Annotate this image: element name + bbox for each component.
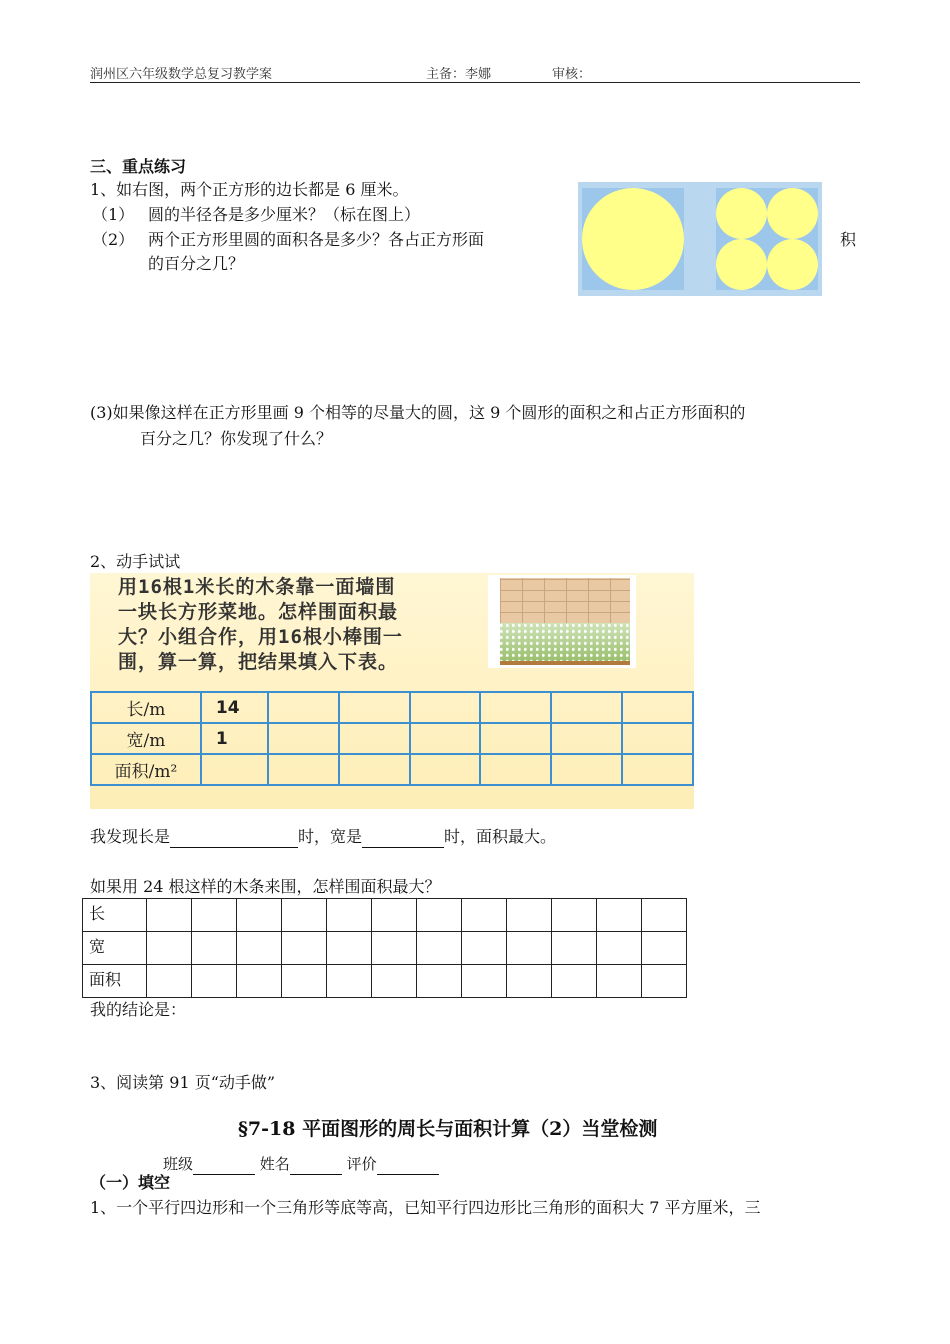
table-cell[interactable] (462, 965, 507, 998)
table-cell[interactable] (642, 932, 687, 965)
table-cell (410, 754, 481, 785)
row-label: 宽 (83, 932, 147, 965)
finding-text: 我发现长是 (90, 827, 171, 846)
table-cell[interactable] (507, 932, 552, 965)
fence-table (90, 691, 694, 786)
table-cell (201, 754, 268, 785)
instruction-line: 一块长方形菜地。怎样围面积最 (118, 601, 399, 623)
table-cell (268, 692, 339, 723)
question-2-title: 2、动手试试 (90, 552, 181, 571)
table-cell[interactable] (507, 965, 552, 998)
q24-text: 如果用 24 根这样的木条来围，怎样围面积最大？ (90, 877, 441, 896)
table-cell[interactable] (372, 965, 417, 998)
q1-2-text: 两个正方形里圆的面积各是多少？各占正方形面 (148, 230, 485, 249)
vegetable-plot (500, 623, 630, 665)
table-cell[interactable] (237, 932, 282, 965)
conclusion-label: 我的结论是： (90, 1000, 187, 1019)
q1-2-tail: 积 (840, 230, 857, 249)
table-cell[interactable] (552, 965, 597, 998)
table-cell (268, 754, 339, 785)
row-label: 面积/m² (91, 754, 201, 785)
table-cell[interactable] (327, 965, 372, 998)
question-3: 3、阅读第 91 页“动手做” (90, 1073, 276, 1092)
table-cell[interactable] (417, 965, 462, 998)
section-heading: 三、重点练习 (90, 157, 187, 176)
table-cell[interactable] (372, 932, 417, 965)
table-cell: 14 (201, 692, 268, 723)
table-cell[interactable] (417, 932, 462, 965)
student-info-line (163, 1153, 439, 1175)
table-cell (622, 754, 693, 785)
finding-text: 时，宽是 (298, 827, 363, 846)
table-cell (551, 723, 622, 754)
small-circle (716, 188, 767, 239)
table-cell[interactable] (552, 932, 597, 965)
table-cell[interactable] (642, 899, 687, 932)
header-left: 润州区六年级数学总复习教学案 (90, 67, 273, 82)
q1-1-number: （1） (92, 205, 135, 224)
row-label: 面积 (83, 965, 147, 998)
table-cell[interactable] (417, 899, 462, 932)
table-cell (339, 723, 410, 754)
activity-illustration (90, 573, 694, 809)
table-cell (480, 692, 551, 723)
small-circle (767, 239, 818, 290)
table-cell[interactable] (552, 899, 597, 932)
header-author: 主备：李娜 (426, 67, 492, 82)
table-cell[interactable] (147, 965, 192, 998)
table-row (91, 723, 693, 754)
eval-label: 评价 (346, 1155, 377, 1173)
table-cell[interactable] (192, 932, 237, 965)
header-rule (90, 82, 860, 83)
table-cell (410, 692, 481, 723)
table-cell[interactable] (237, 965, 282, 998)
width-blank[interactable] (362, 829, 444, 848)
table-cell[interactable] (507, 899, 552, 932)
class-blank[interactable] (193, 1158, 255, 1175)
q1-3-continuation: 百分之几？你发现了什么？ (140, 429, 333, 448)
table-cell[interactable] (462, 899, 507, 932)
table-cell[interactable] (237, 899, 282, 932)
table-cell (480, 754, 551, 785)
table-row (91, 692, 693, 723)
class-label: 班级 (163, 1155, 194, 1173)
finding-text: 时，面积最大。 (444, 827, 557, 846)
table-cell[interactable] (597, 965, 642, 998)
table-cell (622, 692, 693, 723)
row-label: 长/m (91, 692, 201, 723)
table-cell[interactable] (642, 965, 687, 998)
table-cell[interactable] (192, 965, 237, 998)
table-cell (410, 723, 481, 754)
small-circle (716, 239, 767, 290)
part-1-heading: （一）填空 (90, 1173, 171, 1192)
row-label: 宽/m (91, 723, 201, 754)
question-1: 1、如右图，两个正方形的边长都是 6 厘米。 (90, 180, 409, 199)
table-cell (339, 754, 410, 785)
table-cell[interactable] (597, 932, 642, 965)
small-circle (767, 188, 818, 239)
table-row (83, 899, 687, 932)
brick-wall (500, 578, 630, 624)
length-blank[interactable] (170, 829, 298, 848)
table-cell (480, 723, 551, 754)
table-cell (551, 754, 622, 785)
table-cell[interactable] (462, 932, 507, 965)
table-row (83, 932, 687, 965)
header-reviewer: 审核： (552, 67, 592, 82)
test-title: §7-18 平面图形的周长与面积计算（2）当堂检测 (238, 1118, 658, 1140)
table-cell[interactable] (327, 899, 372, 932)
table-cell[interactable] (282, 899, 327, 932)
table-cell[interactable] (147, 899, 192, 932)
instruction-line: 用16根1米长的木条靠一面墙围 (118, 576, 396, 598)
q1-3-text: (3)如果像这样在正方形里画 9 个相等的尽量大的圆，这 9 个圆形的面积之和占正方形面积的 (90, 403, 746, 422)
test-item-1: 1、一个平行四边形和一个三角形等底等高，已知平行四边形比三角形的面积大 7 平方厘米，三 (90, 1198, 761, 1217)
large-circle (582, 188, 684, 290)
q1-2-continuation: 的百分之几？ (148, 254, 245, 273)
table-cell[interactable] (372, 899, 417, 932)
row-label: 长 (83, 899, 147, 932)
answer-table-24 (82, 898, 687, 998)
name-blank[interactable] (290, 1158, 342, 1175)
table-cell (622, 723, 693, 754)
circles-in-squares-figure (578, 182, 822, 296)
name-label: 姓名 (259, 1155, 290, 1173)
table-cell (551, 692, 622, 723)
table-cell[interactable] (147, 932, 192, 965)
instruction-line: 大？小组合作，用16根小棒围一 (118, 626, 403, 648)
table-cell[interactable] (282, 932, 327, 965)
finding-line (90, 826, 556, 848)
table-cell[interactable] (327, 932, 372, 965)
eval-blank[interactable] (377, 1158, 439, 1175)
table-cell (268, 723, 339, 754)
table-row (83, 965, 687, 998)
table-cell[interactable] (192, 899, 237, 932)
table-cell (339, 692, 410, 723)
table-cell[interactable] (282, 965, 327, 998)
instruction-line: 围，算一算，把结果填入下表。 (118, 651, 399, 673)
q1-2-number: （2） (92, 230, 135, 249)
q1-1-text: 圆的半径各是多少厘米？（标在图上） (148, 205, 421, 224)
table-cell[interactable] (597, 899, 642, 932)
table-cell: 1 (201, 723, 268, 754)
garden-photo (488, 575, 636, 668)
table-row (91, 754, 693, 785)
